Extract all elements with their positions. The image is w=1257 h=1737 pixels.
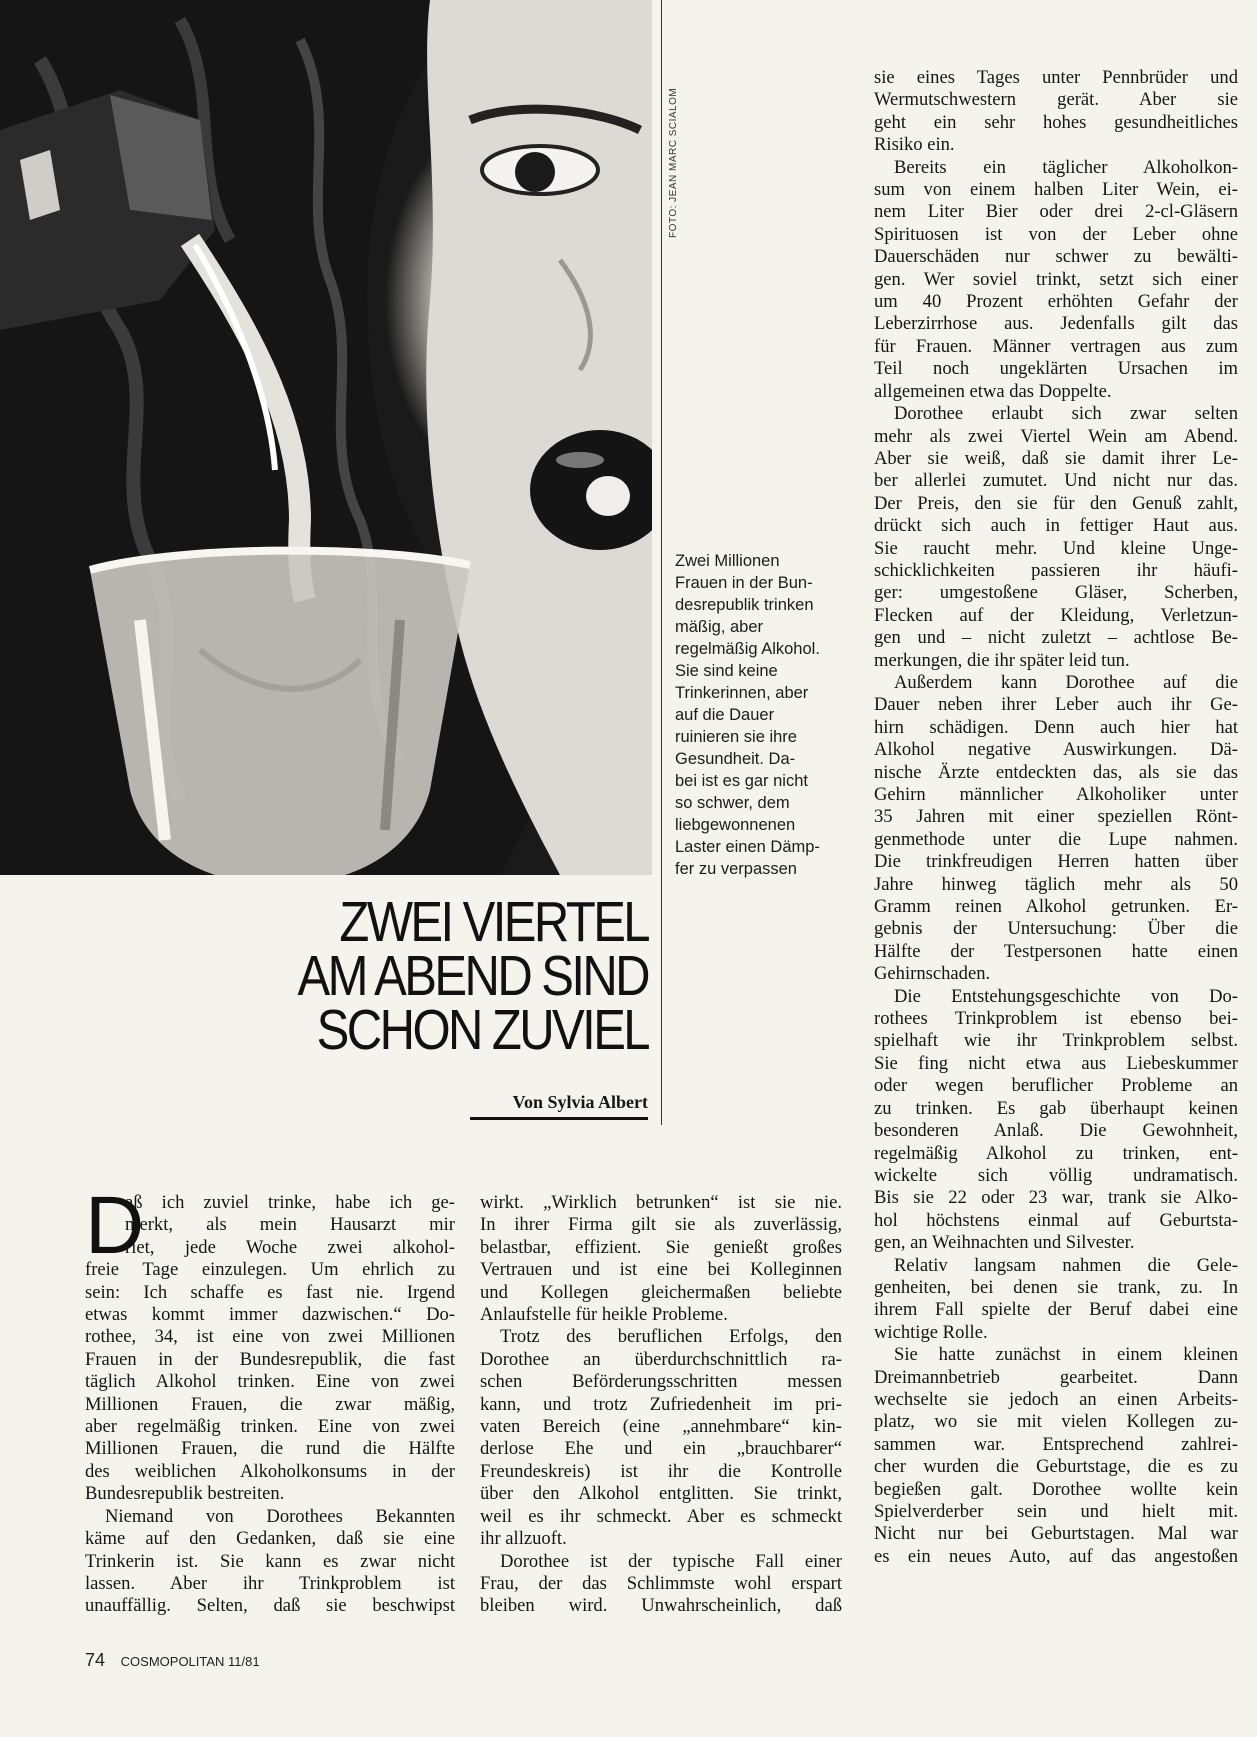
drop-cap: D [85,1180,145,1271]
column-divider [661,0,662,1125]
article-headline: ZWEI VIERTEL AM ABEND SIND SCHON ZUVIEL [297,890,648,1062]
article-column-1: aß ich zuviel trinke, habe ich ge- merkt, als mein Hausarzt mir riet, jede Woche zwei alkohol- freie Tage einzulegen. Um ehrlich zu sein: Ich schaffe es fast nie. Irgend etwas kommt immer dazwischen.“ Do- rothee, 34, ist eine von zwei Millionen Frauen in der Bundesrepublik, die fast täglich Alkohol trinken. Eine von zwei Millionen Frauen, die zwar mäßig, aber regelmäßig trinken. Eine von zwei Millionen Frauen, die rund die Hälfte des weiblichen Alkoholkonsums in der Bundesrepublik bestreiten. Niemand von Dorothees Bekannten käme auf den Gedanken, daß sie eine Trinkerin ist. Sie kann es zwar nicht lassen. Aber ihr Trinkproblem ist unauffällig. Selten, daß sie beschwipst [85,1192,455,1617]
article-column-2: wirkt. „Wirklich betrunken“ ist sie nie. In ihrer Firma gilt sie als zuverlässig, belastbar, effizient. Sie genießt großes Vertrauen und ist eine bei Kolleginnen und Kollegen gleichermaßen beliebte Anlaufstelle für heikle Probleme. Trotz des beruflichen Erfolgs, den Dorothee an überdurchschnittlich ra- schen Beförderungsschritten messen kann, und trotz Zufriedenheit im pri- vaten Bereich (eine „annehmbare“ kin- derlose Ehe und ein „brauchbarer“ Freundeskreis) ist ihr die Kontrolle über den Alkohol entglitten. Sie trinkt, weil es ihr schmeckt. Aber es schmeckt ihr allzuoft. Dorothee ist der typische Fall einer Frau, der das Schlimmste wohl erspart bleiben wird. Unwahrscheinlich, daß [480,1192,842,1617]
article-photo [0,0,652,875]
photo-credit: FOTO: JEAN MARC SCIALOM [668,87,679,238]
woman-champagne-illustration [0,0,652,875]
article-column-3: sie eines Tages unter Pennbrüder und Wermutschwestern gerät. Aber sie geht ein sehr hohes gesundheitliches Risiko ein. Bereits ein täglicher Alkoholkon- sum von einem halben Liter Wein, ei- nem Liter Bier oder drei 2-cl-Gläsern Spirituosen ist von der Leber ohne Dauerschäden nur schwer zu bewälti- gen. Wer soviel trinkt, setzt sich einer um 40 Prozent erhöhten Gefahr der Leberzirrhose aus. Jedenfalls gilt das für Frauen. Männer vertragen aus zum Teil noch ungeklärten Ursachen im allgemeinen etwa das Doppelte. Dorothee erlaubt sich zwar selten mehr als zwei Viertel Wein am Abend. Aber sie weiß, daß sie damit ihrer Le- ber allerlei zumutet. Und nicht nur das. Der Preis, den sie für den Genuß zahlt, drückt sich auch in fettiger Haut aus. Sie raucht mehr. Und kleine Unge- schicklichkeiten passieren ihr häufi- ger: umgestoßene Gläser, Scherben, Flecken auf der Kleidung, Verletzun- gen und – nicht zuletzt – achtlose Be- merkungen, die ihr später leid tun. Außerdem kann Dorothee auf die Dauer neben ihrer Leber auch ihr Ge- hirn schädigen. Denn auch hier hat Alkohol negative Auswirkungen. Dä- nische Ärzte entdeckten das, als sie das Gehirn männlicher Alkoholiker unter 35 Jahren mit einer speziellen Rönt- genmethode unter die Lupe nahmen. Die trinkfreudigen Herren hatten über Jahre hinweg täglich mehr als 50 Gramm reinen Alkohol getrunken. Er- gebnis der Untersuchung: Über die Hälfte der Testpersonen hatte einen Gehirnschaden. Die Entstehungsgeschichte von Do- rothees Trinkproblem ist ebenso bei- spielhaft wie ihr Trinkproblem selbst. Sie fing nicht etwa aus Liebeskummer oder wegen beruflicher Probleme an zu trinken. Es gab überhaupt keinen besonderen Anlaß. Die Gewohnheit, regelmäßig Alkohol zu trinken, ent- wickelte sich völlig undramatisch. Bis sie 22 oder 23 war, trank sie Alko- hol höchstens einmal auf Geburtsta- gen, an Weihnachten und Silvester. Relativ langsam nahmen die Gele- genheiten, bei denen sie trank, zu. In ihrem Fall spielte der Beruf dabei eine wichtige Rolle. Sie hatte zunächst in einem kleinen Dreimannbetrieb gearbeitet. Dann wechselte sie jedoch an einen Arbeits- platz, wo sie mit vielen Kollegen zu- sammen war. Entsprechend zahlrei- cher wurden die Geburtstage, die es zu begießen galt. Dorothee wollte kein Spielverderber sein und hielt mit. Nicht nur bei Geburtstagen. Mal war es ein neues Auto, auf das angestoßen [874,67,1238,1567]
page-number: 74 [85,1650,106,1670]
photo-caption: Zwei Millionen Frauen in der Bun- desrepublik trinken mäßig, aber regelmäßig Alkohol. Sie sind keine Trinkerinnen, aber auf die Dauer ruinieren sie ihre Gesundheit. Da- bei ist es gar nicht so schwer, dem liebgewonnenen Laster einen Dämp- fer zu verpassen [675,552,820,878]
byline: Von Sylvia Albert [470,1092,648,1120]
magazine-issue: COSMOPOLITAN 11/81 [120,1654,260,1669]
page-footer [85,1650,260,1671]
